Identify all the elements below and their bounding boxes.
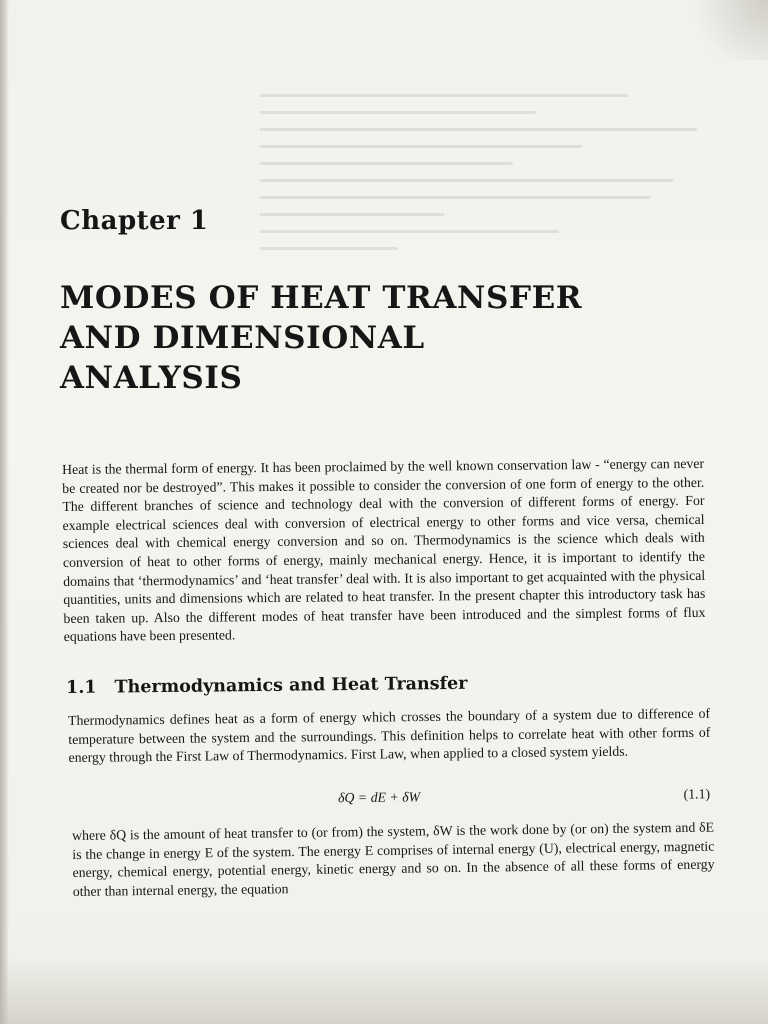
equation <box>70 786 710 813</box>
equation-number: (1.1) <box>683 786 711 802</box>
intro-paragraph: Heat is the thermal form of energy. It has been proclaimed by the well known conservation law - “energy can never be created nor be destroyed”. This makes it possible to consider the conversion of one form of energy to the other. The different branches of science and technology deal with the conversion of different forms of energy. For example electrical sciences deal with conversion of electrical energy to other forms and vice versa, chemical sciences deal with chemical energy conversion and so on. Thermodynamics is the science which deals with conversion of heat to other forms of energy, mainly mechanical energy. Hence, it is important to identify the domains that ‘thermodynamics’ and ‘heat transfer’ deal with. It is also important to get acquainted with the physical quantities, units and dimensions which are related to heat transfer. In the present chapter this introductory task has been taken up. Also the different modes of heat transfer have been introduced and the simplest forms of flux equations have been presented. <box>62 455 706 645</box>
page-corner-shadow <box>678 0 768 60</box>
chapter-title <box>60 278 700 398</box>
section-heading <box>66 674 468 698</box>
page-spine-shadow <box>0 0 9 1024</box>
chapter-title-line: AND DIMENSIONAL <box>60 320 425 356</box>
chapter-label: Chapter 1 <box>60 206 209 236</box>
section-title: Thermodynamics and Heat Transfer <box>114 673 468 698</box>
section-paragraph: Thermodynamics defines heat as a form of energy which crosses the boundary of a system due to difference of temperature between the system and the surroundings. This definition helps to correlate heat with other forms of energy through the First Law of Thermodynamics. First Law, when applied to a closed system yields. <box>68 705 711 766</box>
equation-explanation-paragraph: where δQ is the amount of heat transfer to (or from) the system, δW is the work done by (or on) the system and δE is the change in energy E of the system. The energy E comprises of internal energy (U), electrical energy, magnetic energy, chemical energy, potential energy, kinetic energy and so on. In the absence of all these forms of energy other than internal energy, the equation <box>72 819 715 899</box>
chapter-title-line: MODES OF HEAT TRANSFER <box>60 280 583 316</box>
section-number: 1.1 <box>66 677 97 698</box>
equation-expression: δQ = dE + δW <box>337 789 421 806</box>
page-bottom-shadow <box>0 954 768 1024</box>
chapter-title-line: ANALYSIS <box>60 360 243 396</box>
